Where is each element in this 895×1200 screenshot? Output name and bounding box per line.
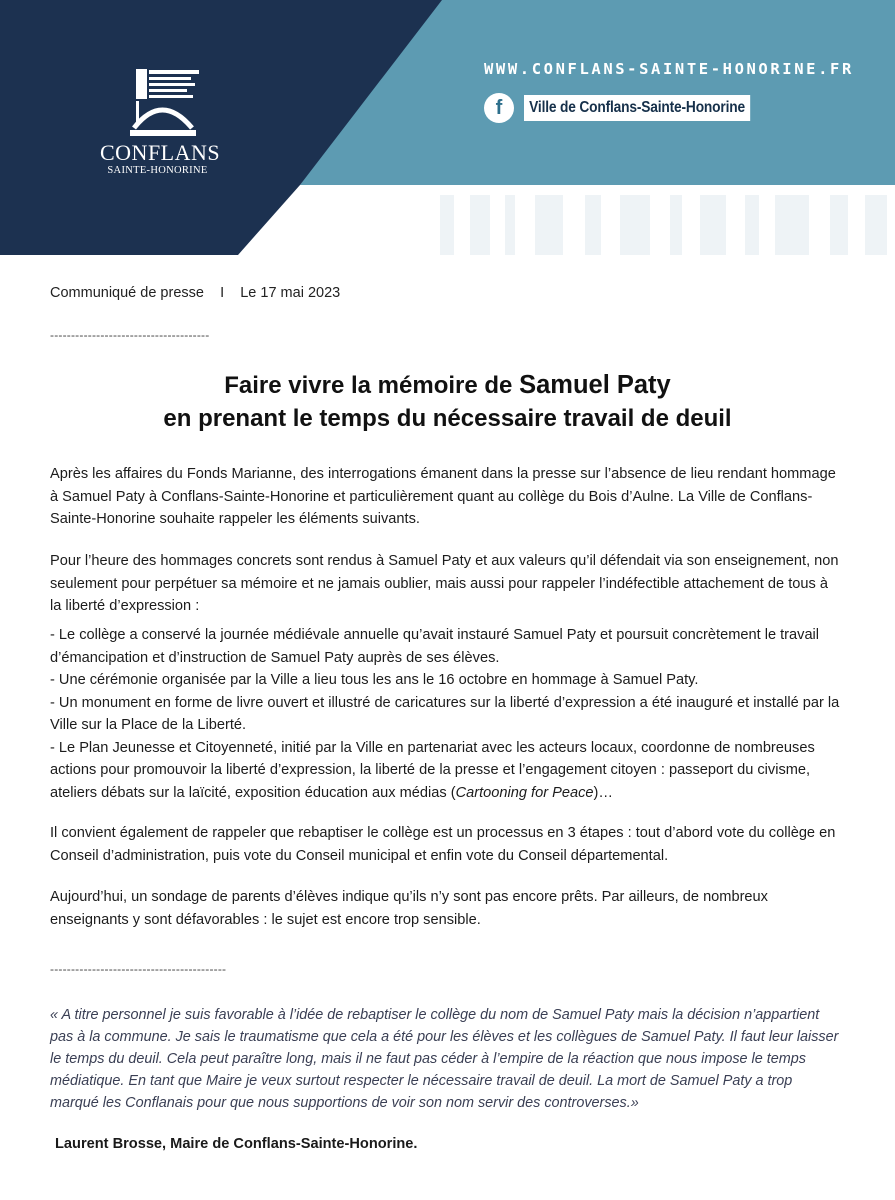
list-item: - Le collège a conservé la journée médiévale annuelle qu’avait instauré Samuel Paty et poursuit concrètement le travail d’émancipation et d’instruction de Samuel Paty auprès de ses élèves. [50, 627, 820, 666]
facebook-icon: f [484, 93, 514, 123]
paragraph-text: Après les affaires du Fonds Marianne, des interrogations émanent dans la presse sur l’absence de lieu rendant hommage à Samuel Paty à Conflans-Sainte-Honorine et particulièrement quant au collège du Bois d’Aulne. La Ville de Conflans-Sainte-Honorine souhaite rappeler les éléments suivants. [50, 466, 836, 527]
paragraph-text: Il convient également de rappeler que rebaptiser le collège est un processus en 3 étapes : tout d’abord vote du collège en Conseil d’administration, puis vote du Conseil municipal et enfin vote du Conseil départemental. [50, 825, 836, 864]
paragraph-text: Pour l’heure des hommages concrets sont rendus à Samuel Paty et aux valeurs qu’il défendait via son enseignement, non seulement pour perpétuer sa mémoire et ne jamais oublier, mais aussi pour rappeler l’indéfectible attachement de tous à la liberté d’expression : [50, 553, 839, 614]
bullet-list [50, 624, 840, 804]
title-line1: Faire vivre la mémoire de [224, 372, 520, 399]
paragraph-4 [50, 886, 840, 931]
page-title [0, 369, 895, 435]
logo-subname: SAINTE-HONORINE [107, 165, 208, 176]
paragraph-2 [50, 550, 840, 618]
separator-top: -------------------------------------- [50, 328, 210, 342]
list-item: - Un monument en forme de livre ouvert et illustré de caricatures sur la liberté d’expression a été inauguré et installé par la Ville sur la Place de la Liberté. [50, 694, 840, 733]
website-link[interactable]: WWW.CONFLANS-SAINTE-HONORINE.FR [484, 60, 854, 78]
paragraph-3 [50, 822, 840, 867]
signature: Laurent Brosse, Maire de Conflans-Sainte-Honorine. [55, 1136, 418, 1152]
separator-bottom: ------------------------------------------ [50, 962, 227, 976]
mayor-quote: « A titre personnel je suis favorable à l’idée de rebaptiser le collège du nom de Samuel Paty mais la décision n’appartient pas à la commune. Je sais le traumatisme que cela a été pour les élèves et les collègues de Samuel Paty. Il faut leur laisser le temps du deuil. Cela peut paraître long, mais il ne faut pas céder à l’empire de la réaction que nous impose le temps médiatique. En tant que Maire je veux surtout respecter le nécessaire travail de deuil. La mort de Samuel Paty a trop marqué les Conflanais pour que nous supportions de voir son nom servir des controverses.» [50, 1007, 839, 1111]
logo-name: CONFLANS [100, 140, 221, 165]
list-item-italic: Cartooning for Peace [455, 784, 594, 801]
bridge-logo-icon [114, 66, 202, 138]
meta-divider: I [220, 285, 225, 301]
list-item-text-end: )… [593, 784, 613, 801]
city-logo[interactable] [100, 66, 221, 186]
list-item [50, 737, 840, 805]
title-line2: en prenant le temps du nécessaire travail de deuil [163, 405, 732, 432]
list-item: - Une cérémonie organisée par la Ville a lieu tous les ans le 16 octobre en hommage à Samuel Paty. [50, 672, 699, 688]
press-release-meta [50, 285, 340, 301]
facebook-label: Ville de Conflans-Sainte-Honorine [524, 95, 750, 121]
list-item-text: - Le Plan Jeunesse et Citoyenneté, initié par la Ville en partenariat avec les acteurs locaux, coordonne de nombreuses actions pour promouvoir la liberté d’expression, la liberté de la presse et l’engagement citoyen : passeport du civisme, ateliers débats sur la laïcité, exposition éducation aux médias ( [50, 739, 815, 801]
header-banner [0, 0, 895, 255]
paragraph-1 [50, 463, 840, 531]
paragraph-text: Aujourd’hui, un sondage de parents d’élèves indique qu’ils n’y sont pas encore prêts. Par ailleurs, de nombreux enseignants y sont défavorables : le sujet est encore trop sensible. [50, 889, 768, 928]
facebook-link[interactable] [484, 91, 787, 125]
document-type: Communiqué de presse [50, 285, 204, 301]
release-date: Le 17 mai 2023 [240, 285, 341, 301]
title-name: Samuel Paty [519, 371, 671, 399]
